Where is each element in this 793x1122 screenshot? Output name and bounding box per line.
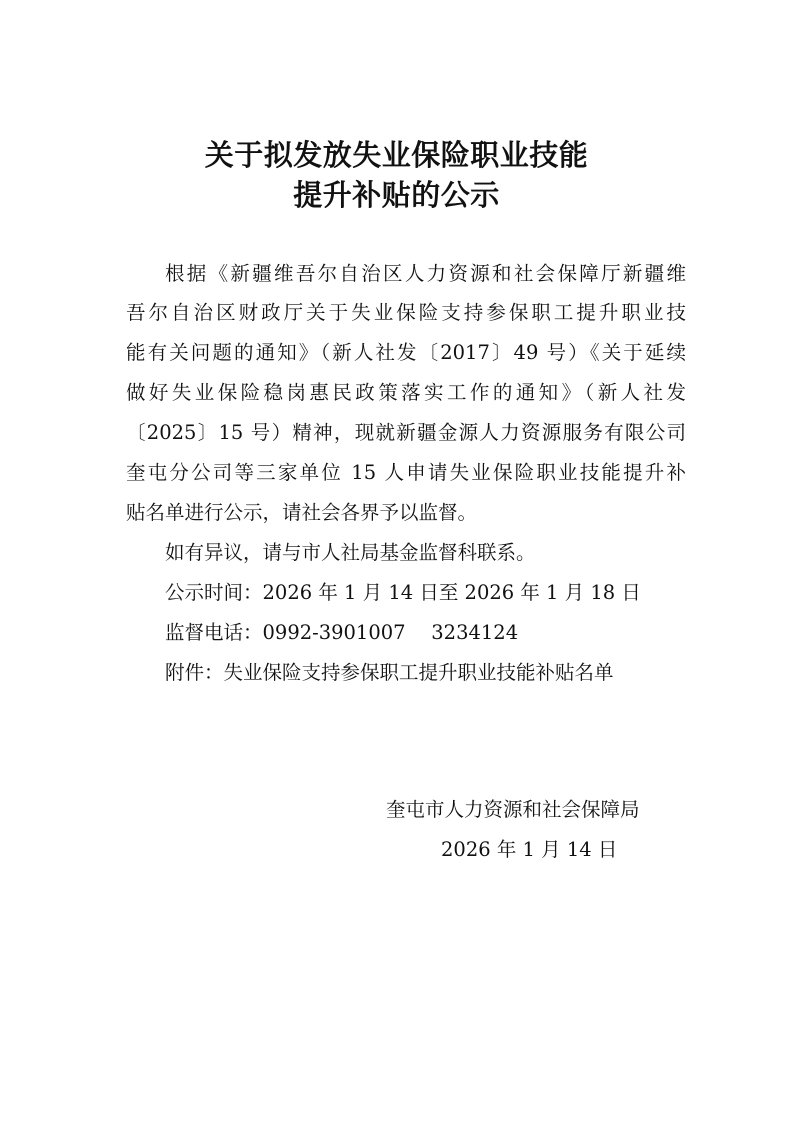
body-paragraph-line: 根据《新疆维吾尔自治区人力资源和社会保障厅新疆维 [165,262,686,285]
attachment-line: 附件：失业保险支持参保职工提升职业技能补贴名单 [165,661,614,684]
body-paragraph-line: 贴名单进行公示，请社会各界予以监督。 [126,501,478,524]
notice-period-line: 公示时间：2026 年 1 月 14 日至 2026 年 1 月 18 日 [165,581,641,604]
document-title-line-1: 关于拟发放失业保险职业技能 [204,138,589,172]
signature-organization: 奎屯市人力资源和社会保障局 [386,798,640,821]
supervision-phone-line: 监督电话：0992-3901007 3234124 [165,621,519,644]
body-paragraph-line: 〔2025〕15 号）精神，现就新疆金源人力资源服务有限公司 [126,421,686,444]
body-paragraph-line: 能有关问题的通知》（新人社发〔2017〕49 号）《关于延续 [126,341,686,364]
objection-contact-line: 如有异议，请与市人社局基金监督科联系。 [165,541,536,564]
body-paragraph-line: 奎屯分公司等三家单位 15 人申请失业保险职业技能提升补 [126,461,686,484]
body-paragraph-line: 做好失业保险稳岗惠民政策落实工作的通知》（新人社发 [126,381,686,404]
document-title-line-2: 提升补贴的公示 [293,178,500,212]
body-paragraph-line: 吾尔自治区财政厅关于失业保险支持参保职工提升职业技 [126,301,686,324]
signature-date: 2026 年 1 月 14 日 [441,838,618,861]
